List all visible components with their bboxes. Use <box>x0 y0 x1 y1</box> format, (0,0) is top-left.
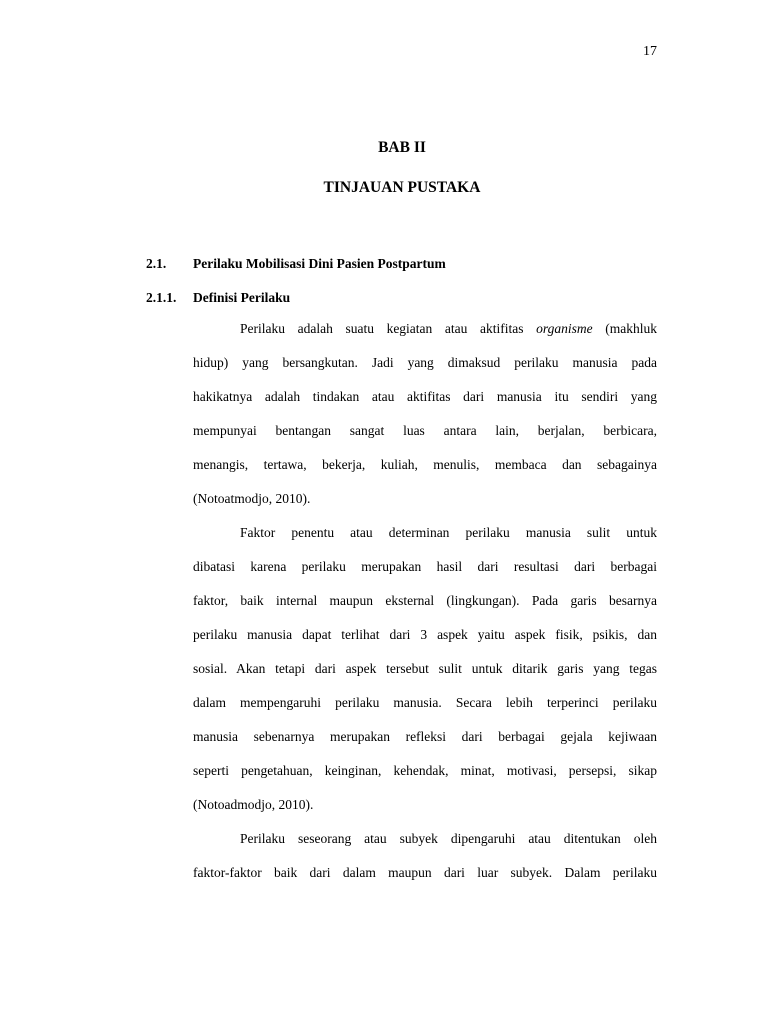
text-line: (Notoadmodjo, 2010). <box>193 797 314 812</box>
page-number: 17 <box>643 44 657 59</box>
paragraph <box>193 318 657 522</box>
text-line: menangis, tertawa, bekerja, kuliah, menulis, membaca dan sebagainya <box>193 457 657 472</box>
text-line: Perilaku seseorang atau subyek dipengaruhi atau ditentukan oleh <box>240 831 657 846</box>
text-line: hidup) yang bersangkutan. Jadi yang dimaksud perilaku manusia pada <box>193 355 657 370</box>
subsection-heading <box>146 290 290 306</box>
subsection-number: 2.1.1. <box>146 290 177 305</box>
text-segment: Perilaku adalah suatu kegiatan atau aktifitas <box>240 321 537 336</box>
text-line: mempunyai bentangan sangat luas antara lain, berjalan, berbicara, <box>193 423 657 438</box>
section-title: Perilaku Mobilisasi Dini Pasien Postpartum <box>193 256 446 271</box>
text-segment: (makhluk <box>592 321 657 336</box>
paragraph <box>193 828 657 896</box>
text-line: sosial. Akan tetapi dari aspek tersebut sulit untuk ditarik garis yang tegas <box>193 661 657 676</box>
body-text <box>193 318 657 896</box>
text-line <box>193 318 657 352</box>
text-line: dalam mempengaruhi perilaku manusia. Secara lebih terperinci perilaku <box>193 695 657 710</box>
text-line: (Notoatmodjo, 2010). <box>193 491 311 506</box>
chapter-title: TINJAUAN PUSTAKA <box>323 179 481 196</box>
section-heading <box>146 256 446 272</box>
text-line: faktor, baik internal maupun eksternal (lingkungan). Pada garis besarnya <box>193 593 657 608</box>
chapter-number: BAB II <box>378 139 426 156</box>
paragraph <box>193 522 657 828</box>
italic-term: organisme <box>536 321 593 336</box>
text-line: Faktor penentu atau determinan perilaku manusia sulit untuk <box>240 525 657 540</box>
text-line: hakikatnya adalah tindakan atau aktifitas dari manusia itu sendiri yang <box>193 389 657 404</box>
text-line: perilaku manusia dapat terlihat dari 3 aspek yaitu aspek fisik, psikis, dan <box>193 627 657 642</box>
section-number: 2.1. <box>146 256 167 271</box>
text-line: manusia sebenarnya merupakan refleksi dari berbagai gejala kejiwaan <box>193 729 657 744</box>
text-line: dibatasi karena perilaku merupakan hasil dari resultasi dari berbagai <box>193 559 657 574</box>
text-line: seperti pengetahuan, keinginan, kehendak, minat, motivasi, persepsi, sikap <box>193 763 657 778</box>
subsection-title: Definisi Perilaku <box>193 290 291 305</box>
text-line: faktor-faktor baik dari dalam maupun dari luar subyek. Dalam perilaku <box>193 865 657 880</box>
